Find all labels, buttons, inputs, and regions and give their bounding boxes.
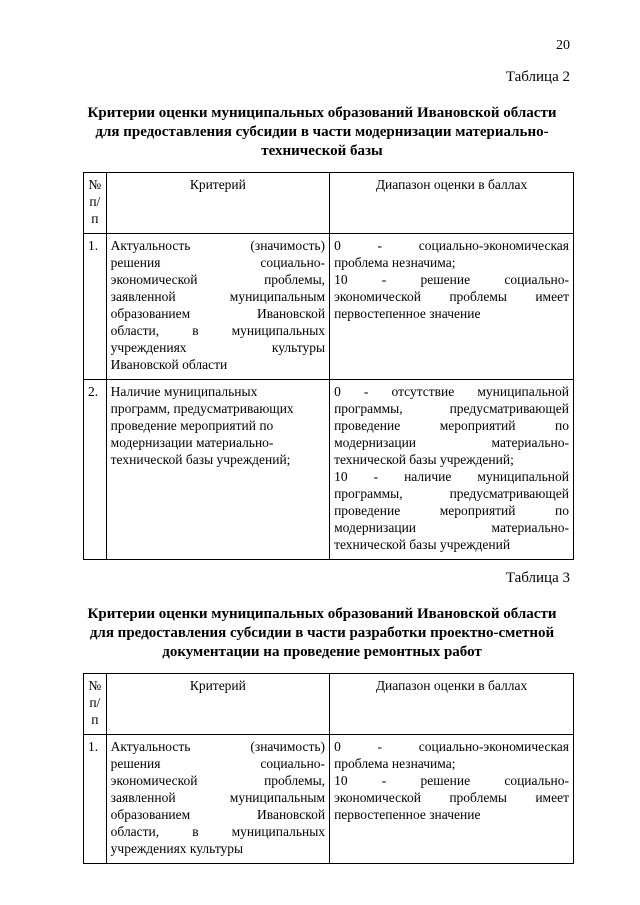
table-2-title (70, 104, 574, 161)
title-line: Критерии оценки муниципальных образований Ивановской области (87, 105, 557, 121)
range-line: проведение мероприятий по (334, 503, 569, 518)
range-line: программы, предусматривающей (334, 486, 569, 501)
cell-range (330, 735, 574, 864)
table-header-row (84, 674, 574, 735)
title-line: для предоставления субсидии в части разработки проектно-сметной (89, 625, 555, 641)
range-line: 0 - отсутствие муниципальной (334, 384, 569, 399)
range-line: экономической проблемы имеет (334, 289, 569, 304)
title-line: документации на проведение ремонтных работ (162, 644, 482, 660)
criterion-line: экономической проблемы, (110, 272, 326, 287)
range-line: программы, предусматривающей (334, 401, 569, 416)
criterion-line: заявленной муниципальным (110, 289, 326, 304)
range-line: 10 - решение социально- (334, 272, 569, 287)
range-line: 0 - социально-экономическая (334, 739, 569, 754)
table-row (84, 234, 574, 380)
title-line: технической базы (261, 143, 383, 159)
criterion-line: образованием Ивановской (110, 807, 326, 822)
cell-num: 1. (84, 735, 107, 864)
header-num-line: № (88, 177, 102, 192)
range-line: проблема незначима; (334, 255, 456, 270)
page-number: 20 (556, 38, 570, 53)
criterion-line: области, в муниципальных (110, 824, 326, 839)
title-line: для предоставления субсидии в части модернизации материально- (95, 124, 549, 140)
title-line: Критерии оценки муниципальных образований Ивановской области (87, 606, 557, 622)
criterion-line: учреждениях культуры (110, 340, 326, 355)
cell-criterion (106, 380, 329, 560)
cell-range (330, 380, 574, 560)
criterion-line: проведение мероприятий по (110, 418, 274, 433)
criterion-line: программ, предусматривающих (110, 401, 294, 416)
range-line: проблема незначима; (334, 756, 456, 771)
header-num (84, 674, 107, 735)
criterion-line: области, в муниципальных (110, 323, 326, 338)
criterion-line: модернизации материально- (110, 435, 274, 450)
table-2 (83, 172, 574, 560)
header-range: Диапазон оценки в баллах (330, 173, 574, 234)
header-num (84, 173, 107, 234)
criterion-line: Актуальность (значимость) (110, 238, 326, 253)
criterion-line: решения социально- (110, 756, 326, 771)
range-line: технической базы учреждений; (334, 452, 514, 467)
criterion-line: решения социально- (110, 255, 326, 270)
range-line: проведение мероприятий по (334, 418, 569, 433)
table-row (84, 735, 574, 864)
table-row (84, 380, 574, 560)
criterion-line: заявленной муниципальным (110, 790, 326, 805)
table-3-title (70, 605, 574, 662)
criterion-line: технической базы учреждений; (110, 452, 291, 467)
header-criterion: Критерий (106, 674, 329, 735)
table-3 (83, 673, 574, 864)
criterion-line: Наличие муниципальных (110, 384, 258, 399)
header-num-line: п/п (89, 695, 101, 727)
range-line: первостепенное значение (334, 807, 481, 822)
cell-criterion (106, 735, 329, 864)
cell-range (330, 234, 574, 380)
range-line: модернизации материально- (334, 435, 569, 450)
criterion-line: Ивановской области (110, 357, 228, 372)
range-line: 10 - решение социально- (334, 773, 569, 788)
cell-criterion (106, 234, 329, 380)
header-criterion: Критерий (106, 173, 329, 234)
range-line: модернизации материально- (334, 520, 569, 535)
cell-num: 2. (84, 380, 107, 560)
header-num-line: № (88, 678, 102, 693)
criterion-line: учреждениях культуры (110, 841, 244, 856)
criterion-line: образованием Ивановской (110, 306, 326, 321)
table-3-label: Таблица 3 (505, 570, 570, 586)
table-header-row (84, 173, 574, 234)
criterion-line: Актуальность (значимость) (110, 739, 326, 754)
header-range: Диапазон оценки в баллах (330, 674, 574, 735)
criterion-line: экономической проблемы, (110, 773, 326, 788)
cell-num: 1. (84, 234, 107, 380)
table-2-label: Таблица 2 (505, 69, 570, 85)
range-line: технической базы учреждений (334, 537, 511, 552)
header-num-line: п/п (89, 194, 101, 226)
range-line: 0 - социально-экономическая (334, 238, 569, 253)
range-line: 10 - наличие муниципальной (334, 469, 569, 484)
range-line: первостепенное значение (334, 306, 481, 321)
range-line: экономической проблемы имеет (334, 790, 569, 805)
